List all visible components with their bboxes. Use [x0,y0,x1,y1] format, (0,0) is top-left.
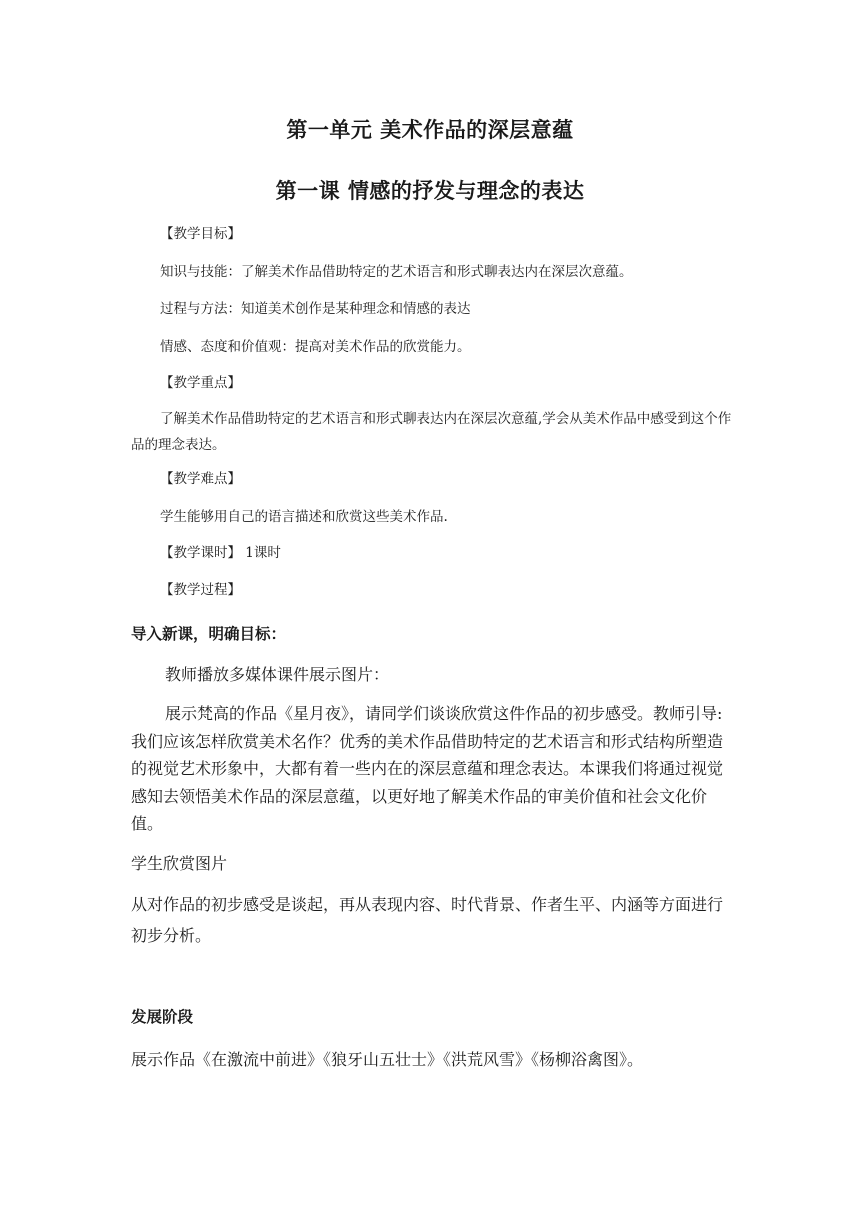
objective-process: 过程与方法：知道美术创作是某种理念和情感的表达 [160,301,471,317]
objective-values: 情感、态度和价值观：提高对美术作品的欣赏能力。 [160,339,471,355]
student-appreciation: 学生欣赏图片 [131,854,228,873]
key-points-text: 了解美术作品借助特定的艺术语言和形式聊表达内在深层次意蕴,学会从美术作品中感受到这个作品的理念表达。 [131,411,732,453]
process-heading: 【教学过程】 [160,582,241,598]
development-text: 展示作品《在激流中前进》《狼牙山五壮士》《洪荒风雪》《杨柳浴禽图》。 [131,1050,644,1069]
intro-line: 教师播放多媒体课件展示图片： [165,665,390,684]
analysis-paragraph: 从对作品的初步感受是谈起，再从表现内容、时代背景、作者生平、内涵等方面进行初步分析。 [131,895,724,945]
lesson-title: 第一课 情感的抒发与理念的表达 [275,178,585,203]
difficulties-text: 学生能够用自己的语言描述和欣赏这些美术作品. [160,509,448,525]
hours-text: 【教学课时】 1课时 [160,545,281,561]
intro-paragraph: 展示梵高的作品《星月夜》，请同学们谈谈欣赏这件作品的初步感受。教师引导:我们应该怎样欣赏美术名作？优秀的美术作品借助特定的艺术语言和形式结构所塑造的视觉艺术形象中，大都有着一些内在的深层意蕴和理念表达。本课我们将通过视觉感知去领悟美术作品的深层意蕴，以更好地了解美术作品的审美价值和社会文化价值。 [131,704,724,833]
objectives-heading: 【教学目标】 [160,226,241,242]
intro-heading: 导入新课，明确目标： [131,624,287,643]
unit-title: 第一单元 美术作品的深层意蕴 [286,117,574,142]
development-heading: 发展阶段 [131,1007,194,1026]
difficulties-heading: 【教学难点】 [160,471,241,487]
key-points-heading: 【教学重点】 [160,375,241,391]
objective-knowledge: 知识与技能：了解美术作品借助特定的艺术语言和形式聊表达内在深层次意蕴。 [160,264,633,280]
